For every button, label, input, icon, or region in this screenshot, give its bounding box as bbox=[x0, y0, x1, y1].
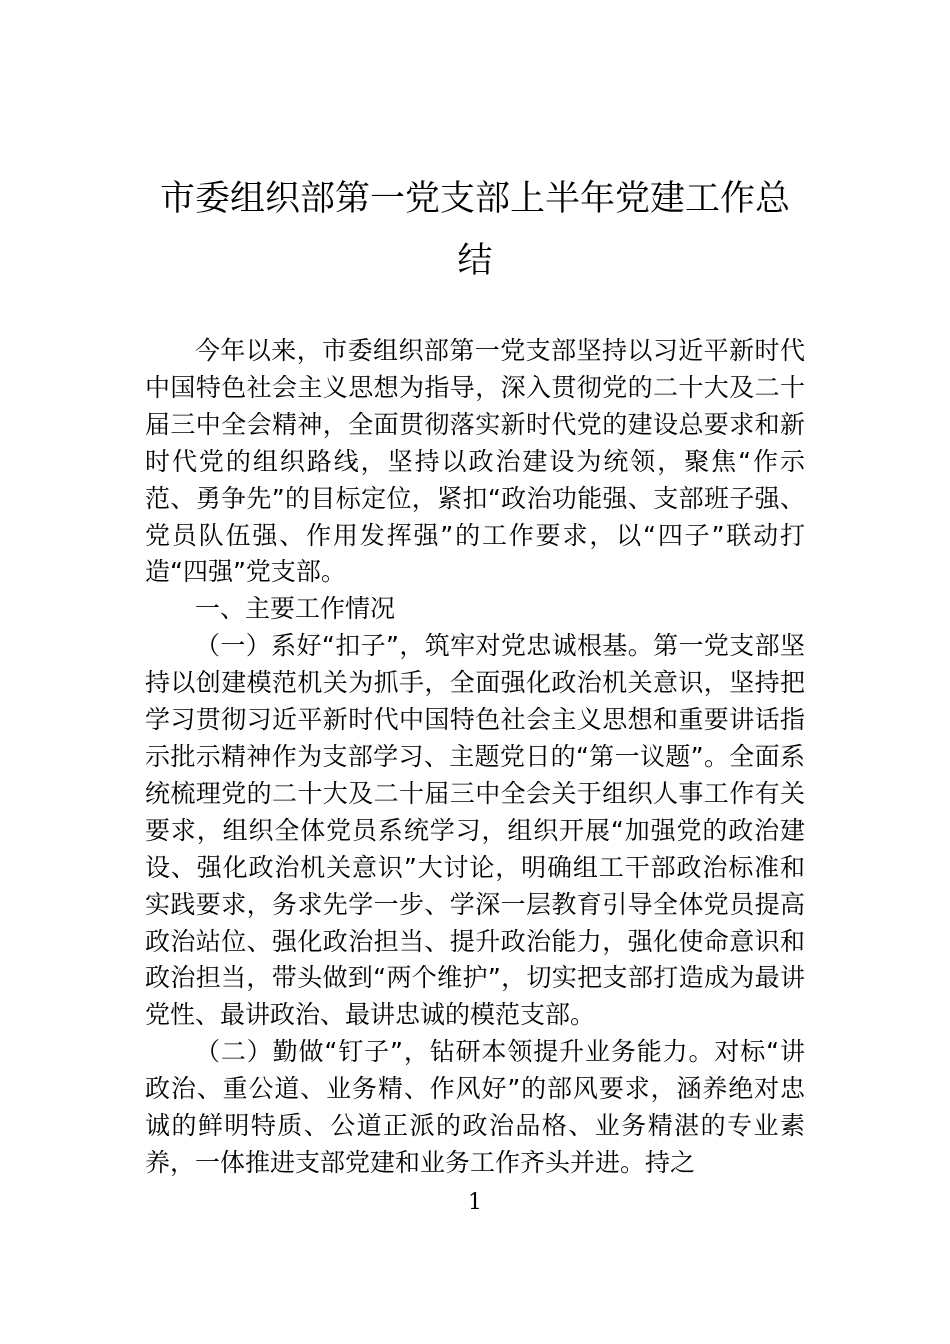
intro-paragraph: 今年以来，市委组织部第一党支部坚持以习近平新时代中国特色社会主义思想为指导，深入贯彻党的二十大及二十届三中全会精神，全面贯彻落实新时代党的建设总要求和新时代党的组织路线，坚持以政治建设为统领，聚焦“作示范、勇争先”的目标定位，紧扣“政治功能强、支部班子强、党员队伍强、作用发挥强”的工作要求，以“四子”联动打造“四强”党支部。 bbox=[145, 336, 805, 587]
subsection-paragraph-2: （二）勤做“钉子”，钻研本领提升业务能力。对标“讲政治、重公道、业务精、作风好”的部风要求，涵养绝对忠诚的鲜明特质、公道正派的政治品格、业务精湛的专业素养，一体推进支部党建和业务工作齐头并进。持之 bbox=[145, 1037, 805, 1177]
subsection-paragraph-1: （一）系好“扣子”，筑牢对党忠诚根基。第一党支部坚持以创建模范机关为抓手，全面强化政治机关意识，坚持把学习贯彻习近平新时代中国特色社会主义思想和重要讲话指示批示精神作为支部学习、主题党日的“第一议题”。全面系统梳理党的二十大及二十届三中全会关于组织人事工作有关要求，组织全体党员系统学习，组织开展“加强党的政治建设、强化政治机关意识”大讨论，明确组工干部政治标准和实践要求，务求先学一步、学深一层教育引导全体党员提高政治站位、强化政治担当、提升政治能力，强化使命意识和政治担当，带头做到“两个维护”，切实把支部打造成为最讲党性、最讲政治、最讲忠诚的模范支部。 bbox=[145, 631, 805, 1030]
document-body bbox=[145, 333, 805, 1182]
section-heading-main-work: 一、主要工作情况 bbox=[195, 594, 396, 624]
document-title: 市委组织部第一党支部上半年党建工作总结 bbox=[159, 179, 790, 281]
page-number: 1 bbox=[468, 1190, 482, 1215]
